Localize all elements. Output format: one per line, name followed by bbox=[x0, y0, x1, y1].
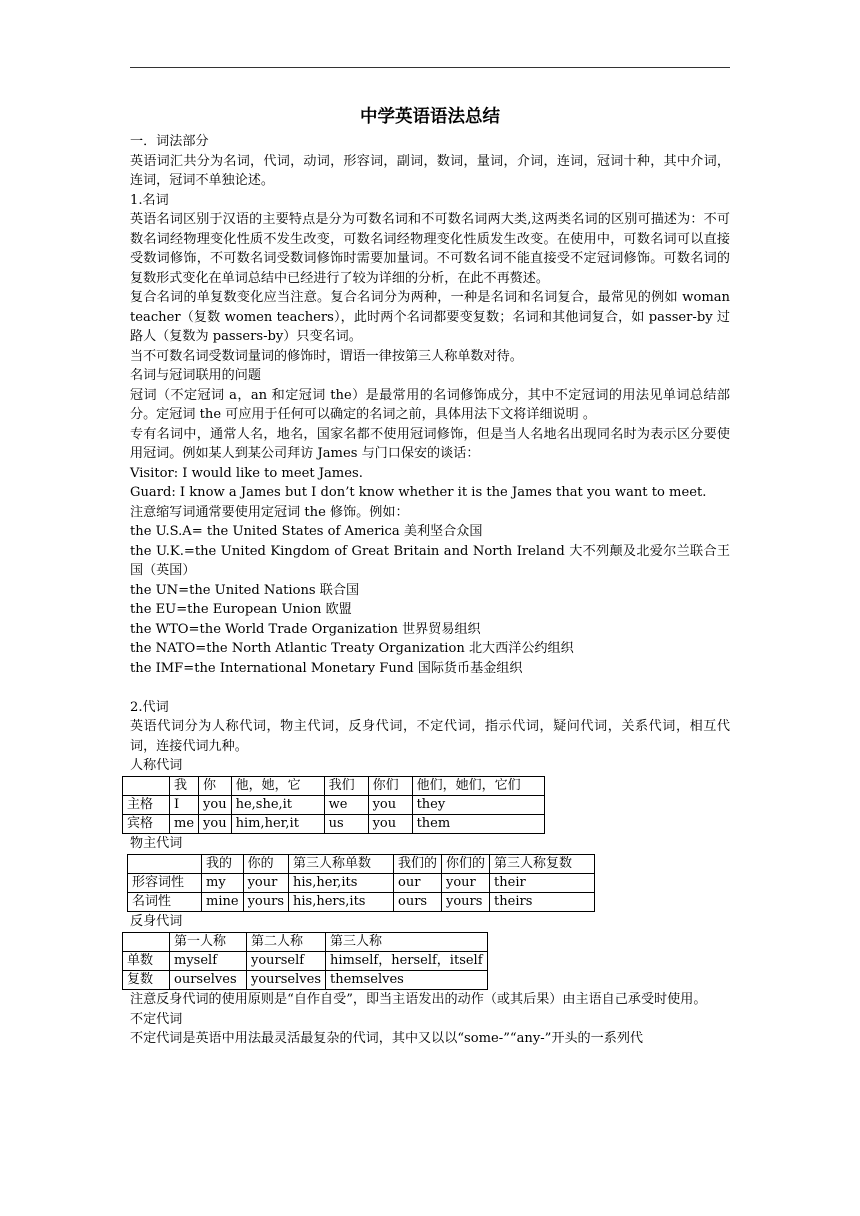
table-cell: 你 bbox=[199, 776, 232, 795]
table-row bbox=[123, 932, 488, 951]
table-cell: yourselves bbox=[247, 971, 326, 990]
table-cell: 第三人称 bbox=[326, 932, 488, 951]
table-cell: 我们的 bbox=[394, 854, 442, 873]
abbreviation-item: the U.S.A= the United States of America 美利坚合众国 bbox=[130, 524, 483, 539]
table-row bbox=[128, 873, 595, 892]
table-cell: 形容词性 bbox=[128, 873, 202, 892]
paragraph: 英语词汇共分为名词，代词，动词，形容词，副词，数词，量词，介词，连词，冠词十种，其中介词，连词，冠词不单独论述。 bbox=[130, 153, 730, 188]
paragraph: 专有名词中，通常人名，地名，国家名都不使用冠词修饰，但是当人名地名出现同名时为表示区分要使用冠词。例如某人到某公司拜访 James 与门口保安的谈话： bbox=[130, 426, 730, 461]
table-cell: 第二人称 bbox=[247, 932, 326, 951]
table-cell: ourselves bbox=[170, 971, 247, 990]
table-cell: they bbox=[412, 795, 544, 814]
table-cell: them bbox=[412, 814, 544, 833]
paragraph-heading: 名词与冠词联用的问题 bbox=[130, 368, 261, 383]
abbreviation-item: the UN=the United Nations 联合国 bbox=[130, 582, 360, 598]
document-title: 中学英语语法总结 bbox=[360, 107, 500, 127]
table-cell: we bbox=[324, 795, 368, 814]
table-cell: our bbox=[394, 873, 442, 892]
table-cell: yours bbox=[243, 893, 288, 912]
table-cell: you bbox=[199, 795, 232, 814]
paragraph: 不定代词是英语中用法最灵活最复杂的代词，其中又以以“some-”“any-”开头的一系列代 bbox=[130, 1031, 644, 1047]
table-cell: his,hers,its bbox=[289, 893, 394, 912]
table-cell bbox=[123, 932, 170, 951]
table-row bbox=[123, 951, 488, 970]
table-cell: 你的 bbox=[243, 854, 288, 873]
blank-line bbox=[130, 678, 730, 698]
abbreviation-item: the U.K.=the United Kingdom of Great Britain and North Ireland 大不列颠及北爱尔兰联合王国（英国） bbox=[130, 543, 730, 578]
table-cell: himself，herself，itself bbox=[326, 951, 488, 970]
table-row bbox=[128, 893, 595, 912]
table-cell bbox=[123, 776, 170, 795]
table-cell bbox=[128, 854, 202, 873]
table-cell: myself bbox=[170, 951, 247, 970]
table-cell: 你们的 bbox=[442, 854, 490, 873]
abbreviation-item: the EU=the European Union 欧盟 bbox=[130, 602, 352, 617]
paragraph: 注意反身代词的使用原则是“自作自受”，即当主语发出的动作（或其后果）由主语自己承受时使用。 bbox=[130, 992, 707, 1008]
table-cell: you bbox=[368, 795, 412, 814]
table-cell: their bbox=[490, 873, 595, 892]
table-row bbox=[123, 795, 545, 814]
table-cell: 主格 bbox=[123, 795, 170, 814]
section-heading: 一．词法部分 bbox=[130, 134, 209, 149]
table-cell: 复数 bbox=[123, 971, 170, 990]
table-cell: ours bbox=[394, 893, 442, 912]
table-row bbox=[123, 814, 545, 833]
paragraph: 当不可数名词受数词量词的修饰时，谓语一律按第三人称单数对待。 bbox=[130, 348, 523, 364]
table-cell: 我们 bbox=[324, 776, 368, 795]
table-label: 反身代词 bbox=[130, 914, 183, 930]
table-cell: yourself bbox=[247, 951, 326, 970]
table-cell: your bbox=[243, 873, 288, 892]
table-cell: 宾格 bbox=[123, 814, 170, 833]
paragraph: 复合名词的单复数变化应当注意。复合名词分为两种，一种是名词和名词复合，最常见的例如 woman teacher（复数 women teachers），此时两个名词都要变复数；名词和其他词复合，如 passer-by 过路人（复数为 passers-by）只变名词。 bbox=[130, 290, 730, 344]
table-cell: I bbox=[170, 795, 199, 814]
paragraph: 注意缩写词通常要使用定冠词 the 修饰。例如： bbox=[130, 504, 409, 520]
personal-pronoun-table bbox=[122, 776, 545, 835]
possessive-pronoun-table bbox=[127, 854, 595, 913]
table-label: 物主代词 bbox=[130, 836, 183, 852]
table-cell: he,she,it bbox=[231, 795, 324, 814]
abbreviation-item: the NATO=the North Atlantic Treaty Organization 北大西洋公约组织 bbox=[130, 641, 574, 656]
table-cell: theirs bbox=[490, 893, 595, 912]
table-cell: themselves bbox=[326, 971, 488, 990]
paragraph: 英语名词区别于汉语的主要特点是分为可数名词和不可数名词两大类,这两类名词的区别可描述为：不可数名词经物理变化性质不发生改变，可数名词经物理变化性质发生改变。在使用中，可数名词可以直接受数词修饰，不可数名词受数词修饰时需要加量词。不可数名词不能直接受不定冠词修饰。可数名词的复数形式变化在单词总结中已经进行了较为详细的分析，在此不再赘述。 bbox=[130, 212, 730, 286]
table-cell: 你们 bbox=[368, 776, 412, 795]
abbreviation-item: the IMF=the International Monetary Fund 国际货币基金组织 bbox=[130, 660, 523, 676]
table-row bbox=[128, 854, 595, 873]
table-cell: 单数 bbox=[123, 951, 170, 970]
table-cell: him,her,it bbox=[231, 814, 324, 833]
table-row bbox=[123, 776, 545, 795]
dialogue-line: Guard: I know a James but I don’t know whether it is the James that you want to meet. bbox=[130, 485, 707, 500]
table-cell: mine bbox=[202, 893, 244, 912]
table-cell: 他，她，它 bbox=[231, 776, 324, 795]
table-cell: his,her,its bbox=[289, 873, 394, 892]
table-cell: my bbox=[202, 873, 244, 892]
subsection-heading: 1.名词 bbox=[130, 192, 169, 208]
table-cell: you bbox=[368, 814, 412, 833]
subsection-heading: 2.代词 bbox=[130, 699, 169, 715]
table-cell: 第三人称复数 bbox=[490, 854, 595, 873]
header-rule bbox=[130, 67, 730, 68]
paragraph: 英语代词分为人称代词，物主代词，反身代词，不定代词，指示代词，疑问代词，关系代词，相互代词，连接代词九种。 bbox=[130, 719, 730, 754]
table-cell: us bbox=[324, 814, 368, 833]
table-cell: 我 bbox=[170, 776, 199, 795]
table-cell: 他们，她们，它们 bbox=[412, 776, 544, 795]
table-cell: yours bbox=[442, 893, 490, 912]
table-cell: your bbox=[442, 873, 490, 892]
table-cell: 第一人称 bbox=[170, 932, 247, 951]
reflexive-pronoun-table bbox=[122, 932, 488, 991]
table-row bbox=[123, 971, 488, 990]
table-cell: 名词性 bbox=[128, 893, 202, 912]
paragraph-heading: 不定代词 bbox=[130, 1011, 183, 1027]
abbreviation-item: the WTO=the World Trade Organization 世界贸易组织 bbox=[130, 621, 481, 637]
table-label: 人称代词 bbox=[130, 758, 183, 773]
dialogue-line: Visitor: I would like to meet James. bbox=[130, 465, 363, 481]
table-cell: me bbox=[170, 814, 199, 833]
table-cell: you bbox=[199, 814, 232, 833]
table-cell: 第三人称单数 bbox=[289, 854, 394, 873]
table-cell: 我的 bbox=[202, 854, 244, 873]
document-body bbox=[127, 104, 730, 1049]
paragraph: 冠词（不定冠词 a，an 和定冠词 the）是最常用的名词修饰成分，其中不定冠词的用法见单词总结部分。定冠词 the 可应用于任何可以确定的名词之前，具体用法下文将详细说明 。 bbox=[130, 387, 730, 422]
